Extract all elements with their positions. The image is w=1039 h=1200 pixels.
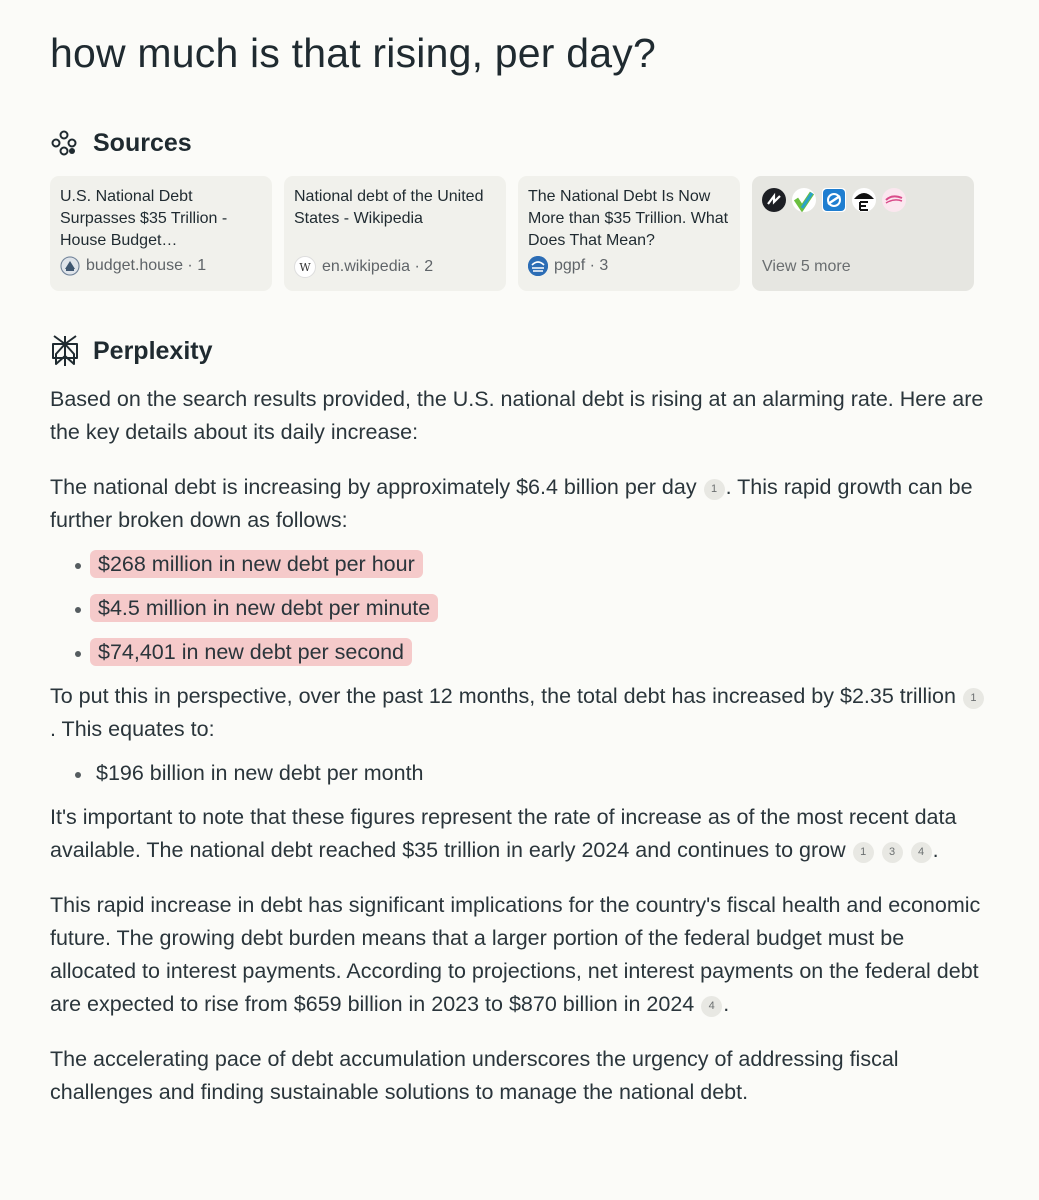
- answer-paragraph: [50, 889, 990, 1021]
- rate-breakdown-list: [50, 548, 990, 669]
- source-meta: [528, 256, 608, 276]
- list-text: $196 billion in new debt per month: [96, 761, 424, 785]
- citation-badge[interactable]: 4: [701, 996, 722, 1017]
- answer-text: The national debt is increasing by approximately $6.4 billion per day: [50, 475, 697, 499]
- citation-badge[interactable]: 1: [704, 479, 725, 500]
- source-card-1[interactable]: [50, 176, 272, 291]
- highlighted-text: $4.5 million in new debt per minute: [90, 594, 438, 622]
- answer-text: .: [932, 838, 939, 862]
- sources-header: [50, 128, 192, 158]
- list-item: [50, 548, 990, 581]
- source-domain: pgpf: [554, 257, 586, 274]
- answer-text: . This equates to:: [50, 717, 215, 741]
- answer-text: To put this in perspective, over the past 12 months, the total debt has increased by $2.35 trillion: [50, 684, 956, 708]
- citation-badge[interactable]: 3: [882, 842, 903, 863]
- answer-intro: Based on the search results provided, the U.S. national debt is rising at an alarming rate. Here are the key details about its daily increase:: [50, 387, 984, 444]
- source-meta: [294, 256, 433, 278]
- view-more-sources-button[interactable]: [752, 176, 974, 291]
- citation-badge[interactable]: 4: [911, 842, 932, 863]
- answer-header: [50, 336, 213, 366]
- umbrella-logo-icon: [852, 188, 876, 212]
- source-title: The National Debt Is Now More than $35 Trillion. What Does That Mean?: [528, 188, 729, 249]
- sources-list: [50, 176, 974, 291]
- answer-paragraph: [50, 471, 990, 537]
- source-logo-icon: [762, 188, 786, 212]
- answer-paragraph: [50, 680, 990, 746]
- perplexity-logo-icon: [50, 336, 84, 366]
- highlighted-text: $74,401 in new debt per second: [90, 638, 412, 666]
- sources-heading: Sources: [93, 128, 192, 157]
- answer-heading: Perplexity: [93, 336, 213, 365]
- list-item: [50, 757, 990, 790]
- list-item: [50, 636, 990, 669]
- citation-badge[interactable]: 1: [963, 688, 984, 709]
- house-budget-seal-icon: [60, 256, 80, 276]
- wikipedia-icon: W: [294, 256, 316, 278]
- checkmark-logo-icon: [792, 188, 816, 212]
- list-item: [50, 592, 990, 625]
- answer-paragraph: [50, 801, 990, 867]
- view-more-label: View 5 more: [762, 258, 851, 275]
- source-title: U.S. National Debt Surpasses $35 Trillion - House Budget…: [60, 188, 228, 249]
- query-title: how much is that rising, per day?: [50, 30, 656, 76]
- sources-icon: [50, 128, 84, 158]
- source-title: National debt of the United States - Wikipedia: [294, 188, 484, 227]
- more-source-icons: [762, 188, 964, 212]
- pgpf-icon: [528, 256, 548, 276]
- monthly-list: [50, 757, 990, 790]
- blue-square-logo-icon: [822, 188, 846, 212]
- source-card-3[interactable]: [518, 176, 740, 291]
- source-index: 2: [424, 258, 434, 275]
- flag-logo-icon: [882, 188, 906, 212]
- separator-dot: ·: [585, 257, 600, 274]
- answer-text: This rapid increase in debt has significant implications for the country's fiscal health and economic future. The growing debt burden means that a larger portion of the federal budget must be allocated to interest payments. According to projections, net interest payments on the federal debt are expected to rise from $659 billion in 2023 to $870 billion in 2024: [50, 893, 981, 1016]
- source-index: 1: [197, 257, 207, 274]
- answer-conclusion: The accelerating pace of debt accumulation underscores the urgency of addressing fiscal challenges and finding sustainable solutions to manage the national debt.: [50, 1047, 899, 1104]
- answer-text: .: [723, 992, 730, 1016]
- separator-dot: ·: [182, 257, 198, 274]
- source-domain: en.wikipedia: [322, 258, 411, 275]
- answer-body: [50, 383, 990, 1109]
- source-index: 3: [599, 257, 609, 274]
- answer-text: . This rapid growth can be further broken down as follows:: [50, 475, 973, 532]
- source-card-2[interactable]: [284, 176, 506, 291]
- separator-dot: ·: [410, 258, 425, 275]
- highlighted-text: $268 million in new debt per hour: [90, 550, 423, 578]
- source-domain: budget.house: [86, 257, 183, 274]
- source-meta: [60, 256, 206, 276]
- citation-badge[interactable]: 1: [853, 842, 874, 863]
- answer-text: It's important to note that these figures represent the rate of increase as of the most recent data available. The national debt reached $35 trillion in early 2024 and continues to grow: [50, 805, 957, 862]
